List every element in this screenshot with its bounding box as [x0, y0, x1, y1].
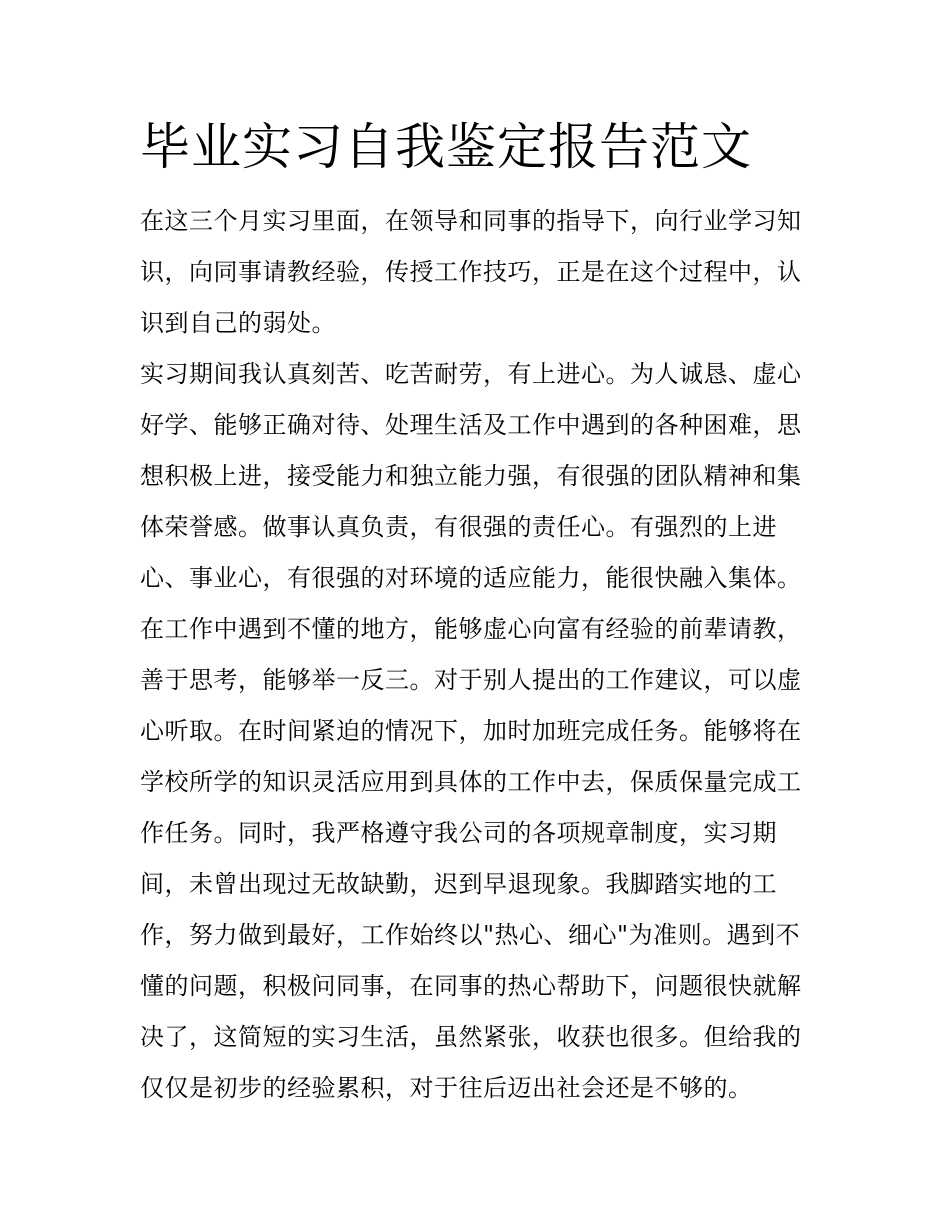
- paragraph-line: 实习期间我认真刻苦、吃苦耐劳，有上进心。为人诚恳、虚心: [140, 360, 802, 388]
- paragraph-line: 在工作中遇到不懂的地方，能够虚心向富有经验的前辈请教，: [140, 615, 802, 643]
- paragraph-line: 决了，这简短的实习生活，虽然紧张，收获也很多。但给我的: [140, 1023, 802, 1051]
- paragraph-line: 体荣誉感。做事认真负责，有很强的责任心。有强烈的上进: [140, 513, 777, 541]
- paragraph-line: 想积极上进，接受能力和独立能力强，有很强的团队精神和集: [140, 462, 802, 490]
- paragraph-line: 心、事业心，有很强的对环境的适应能力，能很快融入集体。: [140, 564, 802, 592]
- paragraph-line: 作任务。同时，我严格遵守我公司的各项规章制度，实习期: [140, 819, 777, 847]
- paragraph-line: 懂的问题，积极问同事，在同事的热心帮助下，问题很快就解: [140, 972, 802, 1000]
- paragraph-line: 作，努力做到最好，工作始终以"热心、细心"为准则。遇到不: [140, 921, 801, 949]
- paragraph-line: 学校所学的知识灵活应用到具体的工作中去，保质保量完成工: [140, 768, 802, 796]
- document-title: 毕业实习自我鉴定报告范文: [140, 118, 752, 176]
- paragraph-line: 在这三个月实习里面，在领导和同事的指导下，向行业学习知: [140, 207, 802, 235]
- paragraph-line: 识到自己的弱处。: [140, 309, 336, 337]
- paragraph-line: 善于思考，能够举一反三。对于别人提出的工作建议，可以虚: [140, 666, 802, 694]
- paragraph-line: 好学、能够正确对待、处理生活及工作中遇到的各种困难，思: [140, 411, 802, 439]
- paragraph-line: 仅仅是初步的经验累积，对于往后迈出社会还是不够的。: [140, 1074, 753, 1102]
- paragraph-line: 心听取。在时间紧迫的情况下，加时加班完成任务。能够将在: [140, 717, 802, 745]
- paragraph-line: 识，向同事请教经验，传授工作技巧，正是在这个过程中，认: [140, 258, 802, 286]
- paragraph-line: 间，未曾出现过无故缺勤，迟到早退现象。我脚踏实地的工: [140, 870, 777, 898]
